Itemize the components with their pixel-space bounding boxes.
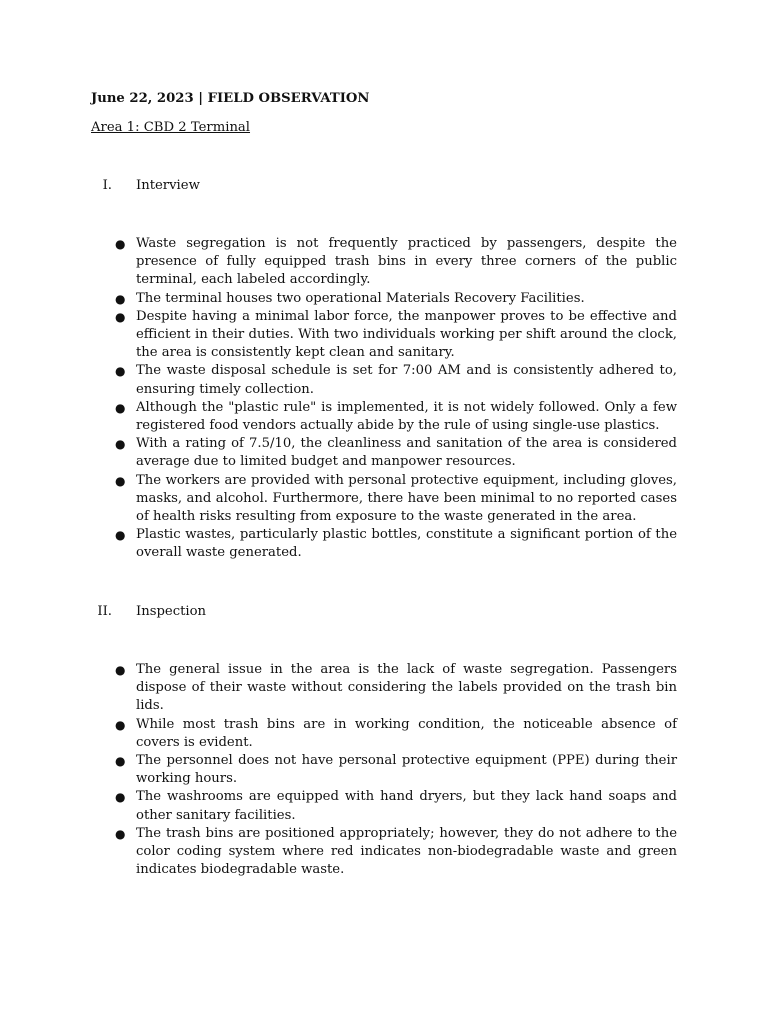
list-item: ● The workers are provided with personal protective equipment, including gloves, masks, and alcohol. Furthermore, there have been minimal to no reported cases of health risks resulting from exposure to the waste generated in the area. [115, 472, 677, 525]
list-item: ● Plastic wastes, particularly plastic bottles, constitute a significant portion of the overall waste generated. [115, 527, 677, 561]
bullet-icon: ● [115, 364, 126, 379]
bullet-icon: ● [115, 237, 126, 251]
bullet-icon: ● [115, 309, 126, 324]
bullet-icon: ● [115, 826, 126, 841]
bullet-icon: ● [115, 754, 126, 769]
bullet-icon: ● [115, 663, 126, 677]
section-number-interview: I. [102, 178, 112, 193]
list-item: ● Waste segregation is not frequently practiced by passengers, despite the presence of fully equipped trash bins in every three corners of the public terminal, each labeled accordingly. [115, 236, 677, 288]
bullet-icon: ● [115, 717, 126, 732]
bullet-icon: ● [115, 790, 126, 805]
bullet-icon: ● [115, 473, 126, 488]
interview-list [115, 235, 677, 563]
document-title: June 22, 2023 | FIELD OBSERVATION [91, 91, 370, 106]
area-title: Area 1: CBD 2 Terminal [91, 120, 251, 135]
list-item: ● Although the "plastic rule" is implemented, it is not widely followed. Only a few registered food vendors actually abide by the rule of using single-use plastics. [115, 399, 677, 434]
inspection-list [115, 661, 677, 879]
bullet-icon: ● [115, 437, 126, 452]
list-item: ● The trash bins are positioned appropriately; however, they do not adhere to the color coding system where red indicates non-biodegradable waste and green indicates biodegradable waste. [115, 825, 677, 878]
list-item: ● With a rating of 7.5/10, the cleanliness and sanitation of the area is considered average due to limited budget and manpower resources. [115, 436, 677, 470]
section-heading-inspection: Inspection [136, 604, 207, 619]
bullet-icon: ● [115, 291, 126, 306]
section-heading-interview: Interview [136, 178, 200, 193]
list-item: ● While most trash bins are in working condition, the noticeable absence of covers is evident. [115, 716, 677, 750]
bullet-icon: ● [115, 528, 126, 543]
list-item: ● The terminal houses two operational Materials Recovery Facilities. [136, 290, 677, 308]
list-item: ● The general issue in the area is the lack of waste segregation. Passengers dispose of their waste without considering the labels provided on the trash bin lids. [115, 662, 677, 714]
list-item: ● Despite having a minimal labor force, the manpower proves to be effective and efficient in their duties. With two individuals working per shift around the clock, the area is consistently kept clean and sanitary. [115, 308, 677, 361]
bullet-icon: ● [115, 400, 126, 415]
list-item: ● The washrooms are equipped with hand dryers, but they lack hand soaps and other sanitary facilities. [115, 789, 677, 823]
list-item: ● The personnel does not have personal protective equipment (PPE) during their working hours. [115, 753, 677, 787]
section-number-inspection: II. [97, 604, 112, 619]
list-item: ● The waste disposal schedule is set for 7:00 AM and is consistently adhered to, ensuring timely collection. [115, 363, 677, 397]
